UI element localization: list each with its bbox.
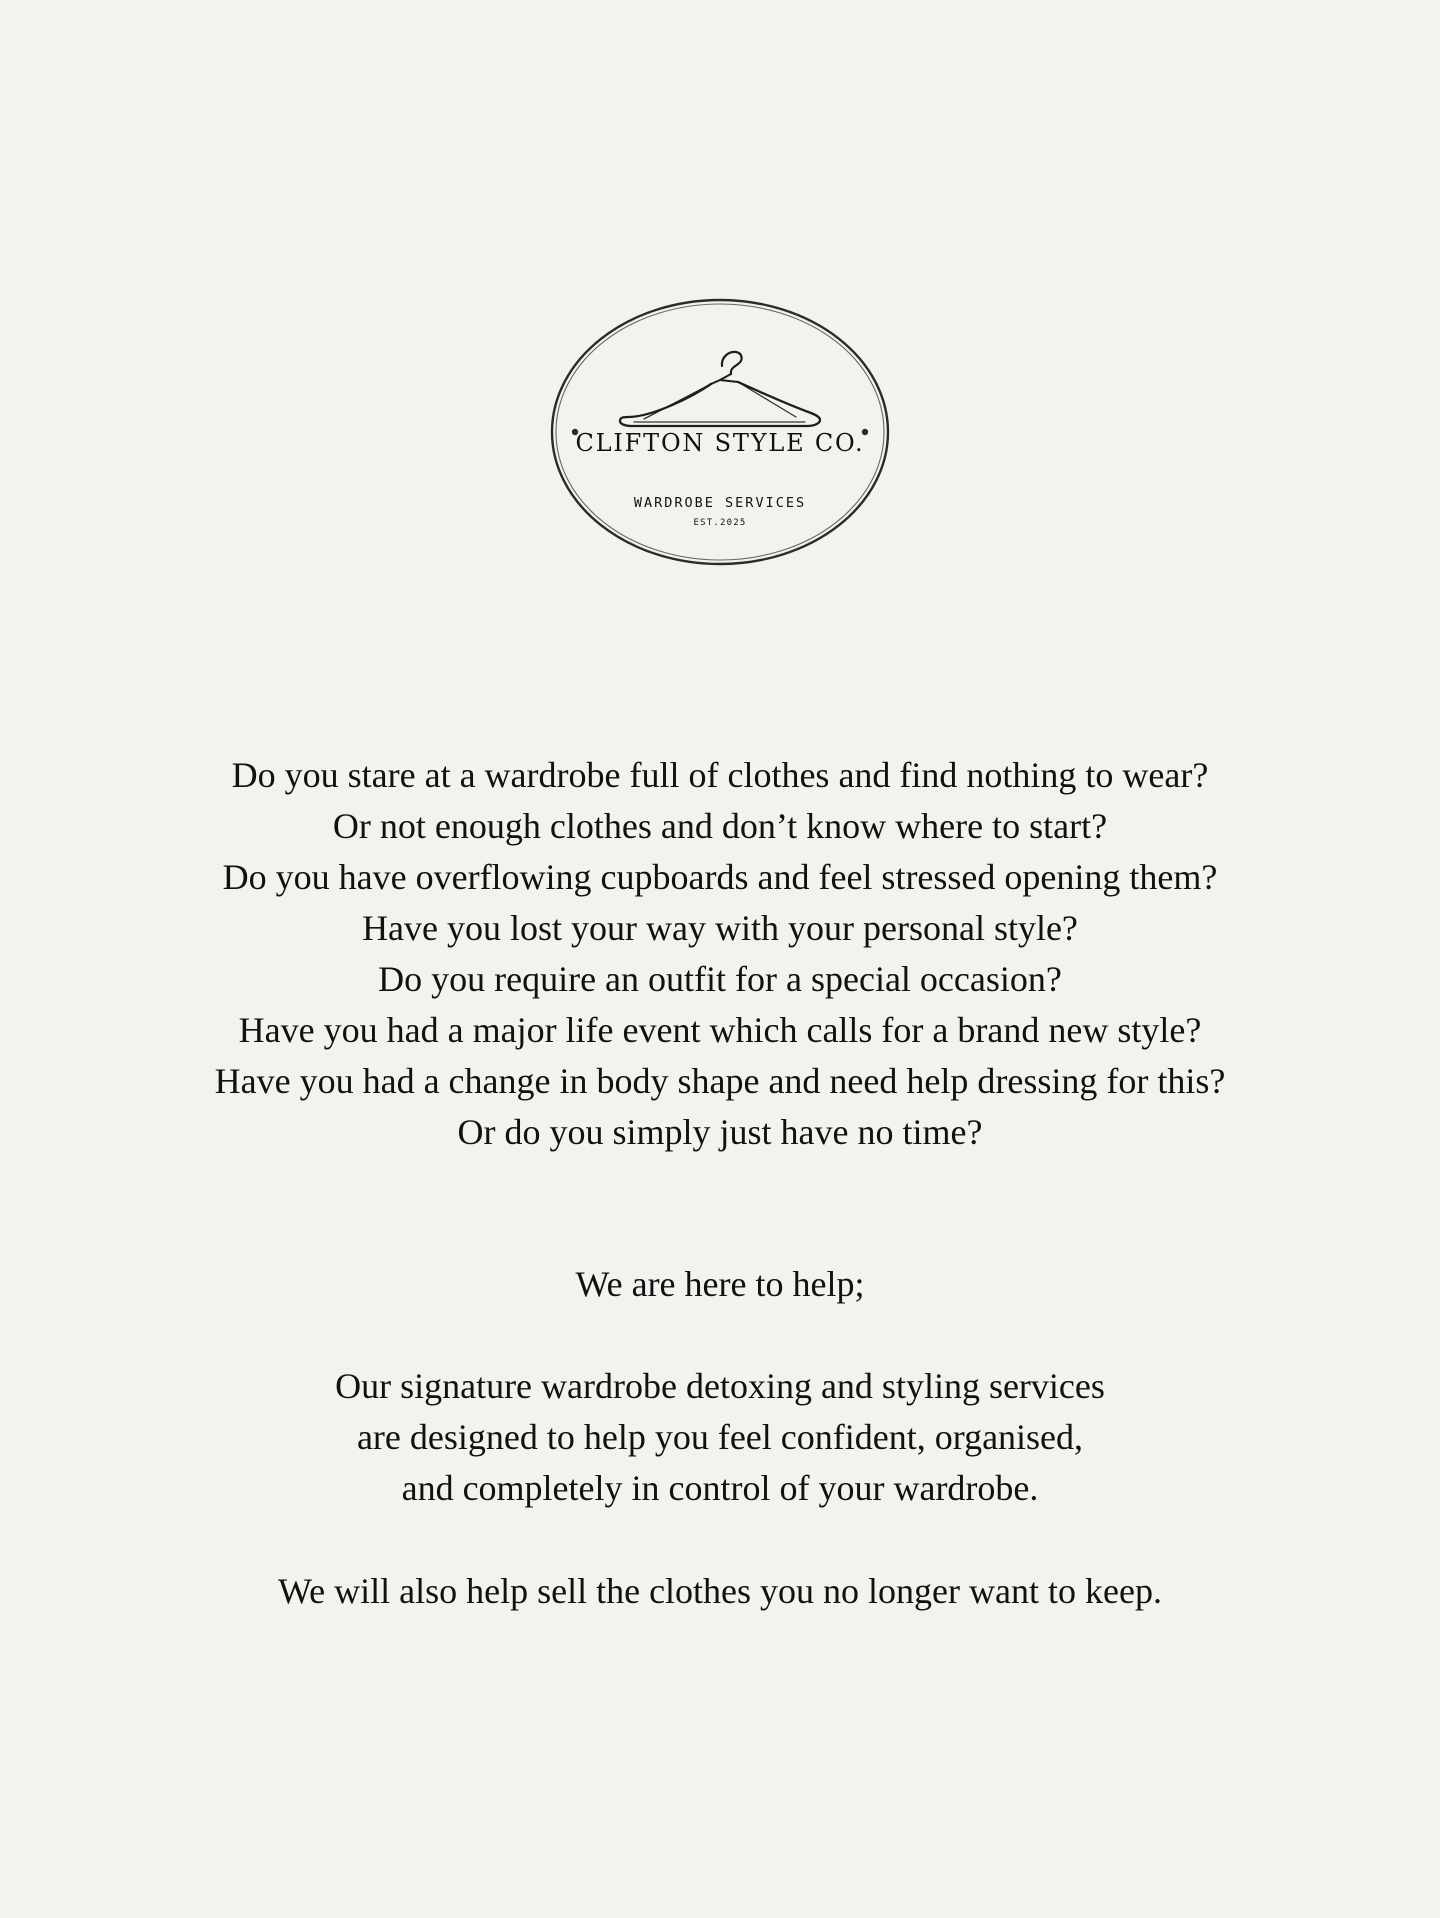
question-line: Have you lost your way with your personal style? — [362, 908, 1078, 948]
help-title: We are here to help; — [575, 1264, 865, 1304]
logo-brand-name: CLIFTON STYLE CO. — [575, 429, 865, 457]
main-copy — [0, 750, 1440, 1617]
description-line: Our signature wardrobe detoxing and styling services — [335, 1366, 1105, 1406]
closing-statement — [0, 1566, 1440, 1617]
hanger-icon — [620, 352, 820, 426]
description-line: are designed to help you feel confident, organised, — [356, 1417, 1084, 1457]
question-list — [0, 750, 1440, 1158]
logo-subtitle: WARDROBE SERVICES — [633, 495, 807, 511]
logo-established: EST.2025 — [693, 518, 747, 528]
service-description — [0, 1361, 1440, 1514]
question-line: Or not enough clothes and don’t know where to start? — [332, 806, 1108, 846]
question-line: Do you require an outfit for a special occasion? — [378, 959, 1062, 999]
question-line: Have you had a change in body shape and need help dressing for this? — [214, 1061, 1226, 1101]
description-line: and completely in control of your wardrobe. — [401, 1468, 1039, 1508]
question-line: Or do you simply just have no time? — [457, 1112, 983, 1152]
question-line: Have you had a major life event which calls for a brand new style? — [238, 1010, 1202, 1050]
question-line: Do you stare at a wardrobe full of clothes and find nothing to wear? — [231, 755, 1209, 795]
question-line: Do you have overflowing cupboards and feel stressed opening them? — [222, 857, 1218, 897]
brand-logo — [548, 294, 892, 570]
closing-text: We will also help sell the clothes you no longer want to keep. — [278, 1571, 1162, 1611]
